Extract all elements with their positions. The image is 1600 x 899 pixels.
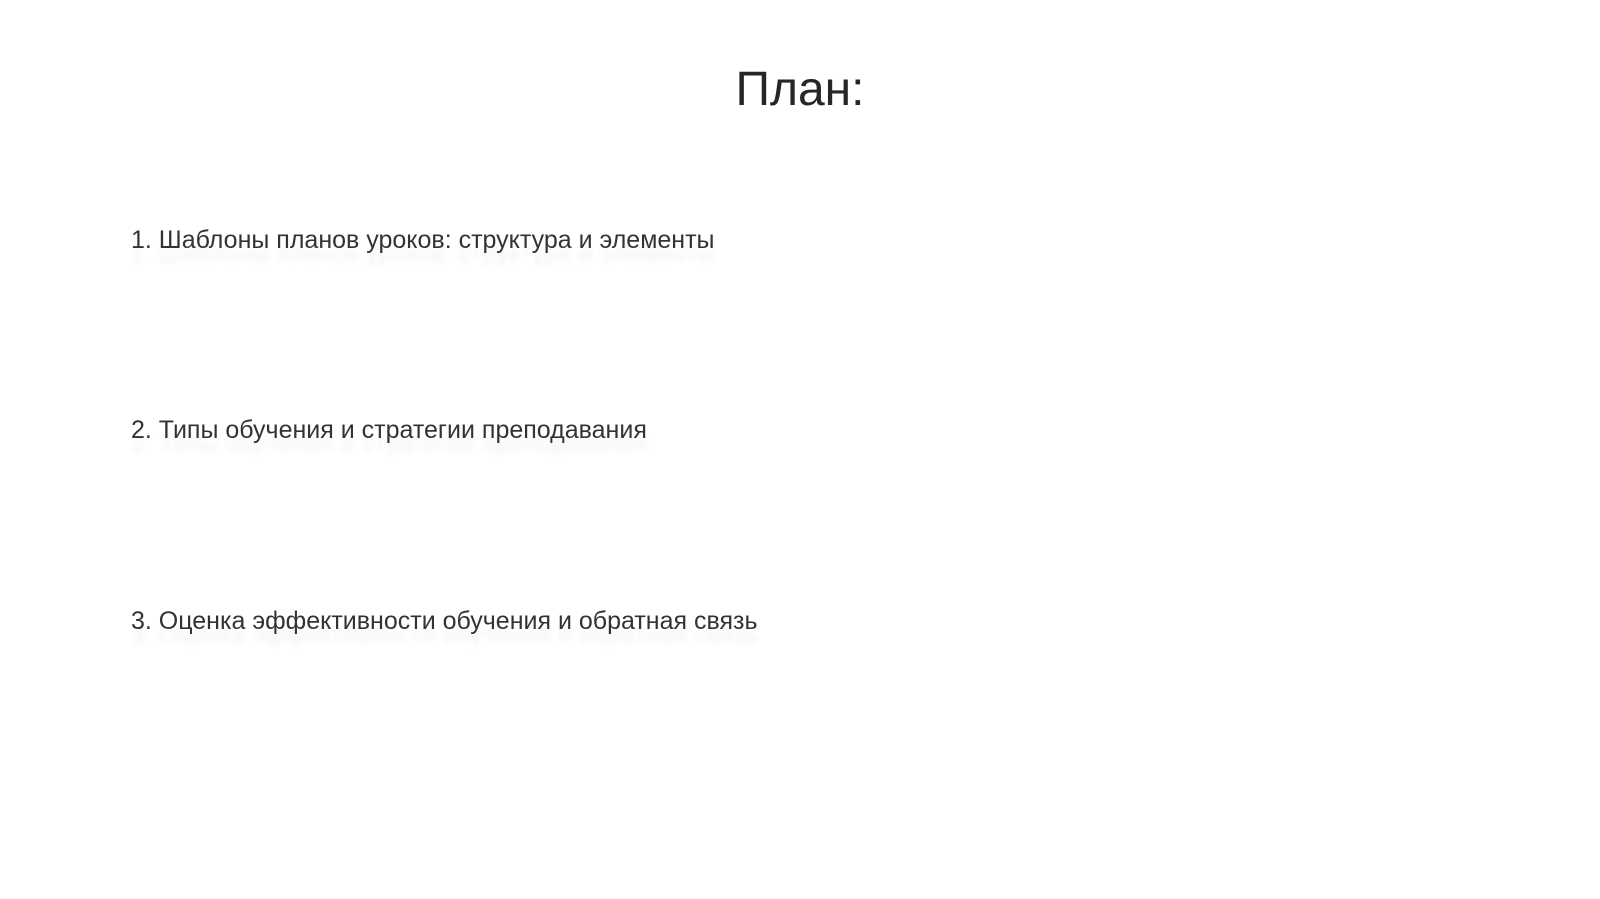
plan-item-1: 1. Шаблоны планов уроков: структура и элементы [131, 226, 715, 254]
plan-item-2: 2. Типы обучения и стратегии преподавания [131, 416, 647, 444]
plan-item-3: 3. Оценка эффективности обучения и обратная связь [131, 607, 758, 635]
slide-title: План: [735, 63, 865, 116]
